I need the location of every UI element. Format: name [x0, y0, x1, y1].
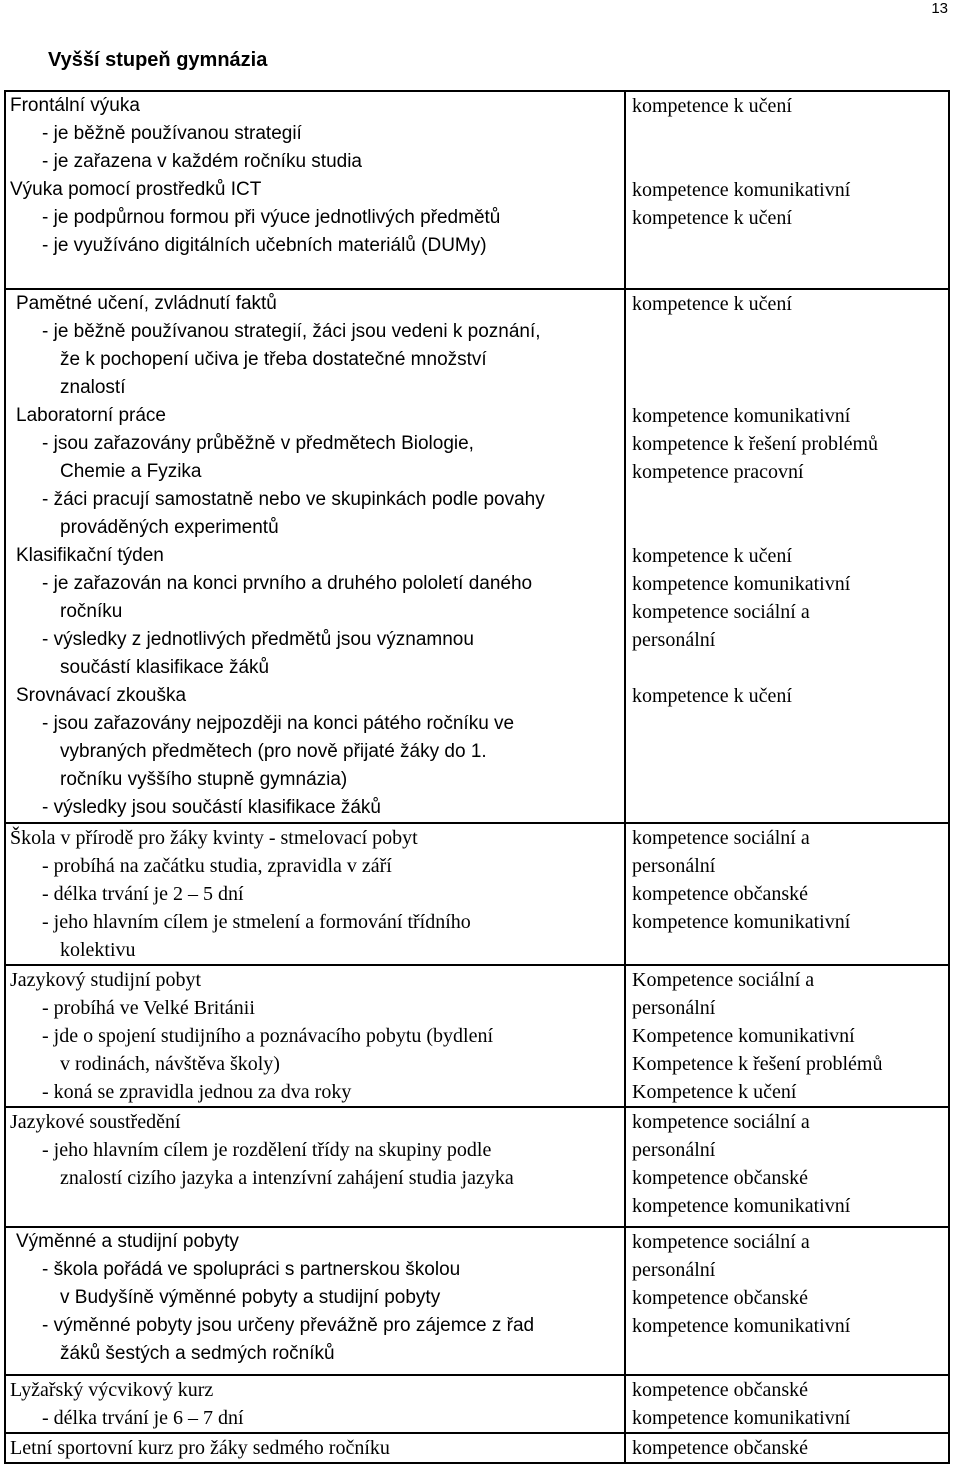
competence-item: kompetence sociální a [632, 827, 810, 849]
competence-item: kompetence občanské [632, 1379, 809, 1401]
strategy-title: Srovnávací zkouška [16, 685, 187, 706]
strategy-bullet: - výměnné pobyty jsou určeny převážně pro zájemce z řad [42, 1315, 535, 1336]
competence-list [632, 1228, 948, 1368]
competence-item: Kompetence komunikativní [632, 1025, 855, 1047]
competence-list [632, 1434, 948, 1462]
competence-item: kompetence komunikativní [632, 179, 851, 201]
competence-item: kompetence komunikativní [632, 1315, 851, 1337]
table-row [5, 1433, 949, 1463]
strategy-bullet: - probíhá na začátku studia, zpravidla v září [42, 855, 392, 877]
competence-item: kompetence komunikativní [632, 911, 851, 933]
strategy-title: Výměnné a studijní pobyty [16, 1231, 239, 1252]
strategy-title: Jazykové soustředění [10, 1111, 181, 1133]
strategies-table [4, 90, 950, 1464]
competence-item: Kompetence sociální a [632, 969, 815, 991]
competence-item: Kompetence k učení [632, 1081, 797, 1103]
strategy-title: Škola v přírodě pro žáky kvinty - stmelovací pobyt [10, 827, 418, 849]
strategy-title: Laboratorní práce [16, 405, 166, 426]
strategy-cell [5, 289, 625, 823]
competence-item: personální [632, 1139, 716, 1161]
strategy-line-continued: vybraných předmětech (pro nově přijaté žáky do 1. [60, 741, 487, 762]
competence-item: kompetence občanské [632, 1167, 809, 1189]
competence-item: personální [632, 629, 716, 651]
strategy-cell [5, 1375, 625, 1433]
competence-item: kompetence k učení [632, 293, 792, 315]
competence-item: personální [632, 997, 716, 1019]
competence-cell [625, 823, 949, 965]
strategy-bullet: - délka trvání je 2 – 5 dní [42, 883, 244, 905]
strategy-bullet: - výsledky z jednotlivých předmětů jsou významnou [42, 629, 474, 650]
table-row [5, 823, 949, 965]
strategy-title: Výuka pomocí prostředků ICT [10, 179, 262, 200]
strategy-title: Frontální výuka [10, 95, 140, 116]
strategy-line-continued: ročníku [60, 601, 123, 622]
strategy-line-continued: Chemie a Fyzika [60, 461, 202, 482]
strategy-bullet: - žáci pracují samostatně nebo ve skupinkách podle povahy [42, 489, 545, 510]
competence-item: kompetence k učení [632, 95, 792, 117]
strategy-bullet: - je využíváno digitálních učebních materiálů (DUMy) [42, 235, 487, 256]
competence-list [632, 542, 948, 682]
competence-item: kompetence k učení [632, 685, 792, 707]
table-body [5, 91, 949, 1463]
competence-list [632, 290, 948, 402]
table-row [5, 1227, 949, 1375]
competence-item: kompetence komunikativní [632, 573, 851, 595]
competence-cell [625, 91, 949, 289]
strategy-line-continued: součástí klasifikace žáků [60, 657, 270, 678]
strategy-bullet: - délka trvání je 6 – 7 dní [42, 1407, 244, 1429]
line-filler [10, 1192, 620, 1220]
competence-item: personální [632, 855, 716, 877]
strategy-bullet: - škola pořádá ve spolupráci s partnerskou školou [42, 1259, 461, 1280]
cell-spacer [632, 1368, 948, 1374]
competence-item: kompetence k řešení problémů [632, 433, 879, 455]
strategy-cell [5, 91, 625, 289]
competence-list [632, 966, 948, 1106]
strategy-line-continued: že k pochopení učiva je třeba dostatečné množství [60, 349, 487, 370]
strategy-line-continued: prováděných experimentů [60, 517, 279, 538]
table-row [5, 965, 949, 1107]
page-number: 13 [931, 0, 948, 17]
competence-item: kompetence sociální a [632, 1231, 810, 1253]
competence-list [632, 176, 948, 260]
blank-line [10, 260, 620, 288]
competence-item: kompetence sociální a [632, 1111, 810, 1133]
competence-item: kompetence občanské [632, 1437, 809, 1459]
strategy-line-continued: ročníku vyššího stupně gymnázia) [60, 769, 348, 790]
strategy-line-continued: kolektivu [60, 939, 136, 961]
strategy-cell [5, 965, 625, 1107]
table-row [5, 91, 949, 289]
strategy-bullet: - je běžně používanou strategií, žáci jsou vedeni k poznání, [42, 321, 541, 342]
competence-cell [625, 289, 949, 823]
strategy-cell [5, 1227, 625, 1375]
blank-line [632, 260, 948, 288]
competence-list [632, 682, 948, 822]
competence-item: kompetence komunikativní [632, 1407, 851, 1429]
strategy-line-continued: znalostí cizího jazyka a intenzívní zahájení studia jazyka [60, 1167, 514, 1189]
strategy-title: Pamětné učení, zvládnutí faktů [16, 293, 277, 314]
competence-cell [625, 1433, 949, 1463]
competence-list [632, 1376, 948, 1432]
competence-list [632, 1108, 948, 1220]
competence-item: kompetence k učení [632, 545, 792, 567]
strategy-bullet: - probíhá ve Velké Británii [42, 997, 255, 1019]
strategy-line-continued: žáků šestých a sedmých ročníků [60, 1343, 335, 1364]
strategy-bullet: - jde o spojení studijního a poznávacího pobytu (bydlení [42, 1025, 494, 1047]
competence-cell [625, 1227, 949, 1375]
competence-list [632, 402, 948, 542]
strategy-title: Letní sportovní kurz pro žáky sedmého ročníku [10, 1437, 390, 1459]
strategy-bullet: - jsou zařazovány průběžně v předmětech Biologie, [42, 433, 474, 454]
strategy-cell [5, 1107, 625, 1227]
strategy-bullet: - je podpůrnou formou při výuce jednotlivých předmětů [42, 207, 501, 228]
competence-cell [625, 965, 949, 1107]
strategy-line-continued: znalostí [60, 377, 126, 398]
competence-item: Kompetence k řešení problémů [632, 1053, 883, 1075]
competence-item: kompetence občanské [632, 883, 809, 905]
strategy-line-continued: v Budyšíně výměnné pobyty a studijní pobyty [60, 1287, 441, 1308]
competence-item: kompetence k učení [632, 207, 792, 229]
strategy-title: Jazykový studijní pobyt [10, 969, 202, 991]
strategy-bullet: - jeho hlavním cílem je stmelení a formování třídního [42, 911, 471, 933]
competence-item: personální [632, 1259, 716, 1281]
section-heading: Vyšší stupeň gymnázia [48, 49, 268, 71]
competence-list [632, 92, 948, 176]
strategy-line-continued: v rodinách, návštěva školy) [60, 1053, 280, 1075]
competence-list [632, 824, 948, 964]
strategy-cell [5, 823, 625, 965]
cell-spacer [632, 1220, 948, 1226]
strategy-bullet: - jsou zařazovány nejpozději na konci pátého ročníku ve [42, 713, 515, 734]
competence-item: kompetence sociální a [632, 601, 810, 623]
strategy-bullet: - je zařazován na konci prvního a druhého pololetí daného [42, 573, 533, 594]
strategy-bullet: - výsledky jsou součástí klasifikace žáků [42, 797, 381, 818]
strategy-cell [5, 1433, 625, 1463]
competence-cell [625, 1375, 949, 1433]
competence-item: kompetence občanské [632, 1287, 809, 1309]
competence-item: kompetence pracovní [632, 461, 804, 483]
strategy-bullet: - je běžně používanou strategií [42, 123, 302, 144]
competence-item: kompetence komunikativní [632, 405, 851, 427]
table-row [5, 289, 949, 823]
cell-spacer [10, 1220, 620, 1226]
strategy-title: Lyžařský výcvikový kurz [10, 1379, 214, 1401]
competence-item: kompetence komunikativní [632, 1195, 851, 1217]
table-row [5, 1375, 949, 1433]
strategy-title: Klasifikační týden [16, 545, 164, 566]
table-row [5, 1107, 949, 1227]
competence-cell [625, 1107, 949, 1227]
strategy-bullet: - koná se zpravidla jednou za dva roky [42, 1081, 352, 1103]
strategy-bullet: - je zařazena v každém ročníku studia [42, 151, 362, 172]
strategy-bullet: - jeho hlavním cílem je rozdělení třídy na skupiny podle [42, 1139, 492, 1161]
cell-spacer [10, 1368, 620, 1374]
